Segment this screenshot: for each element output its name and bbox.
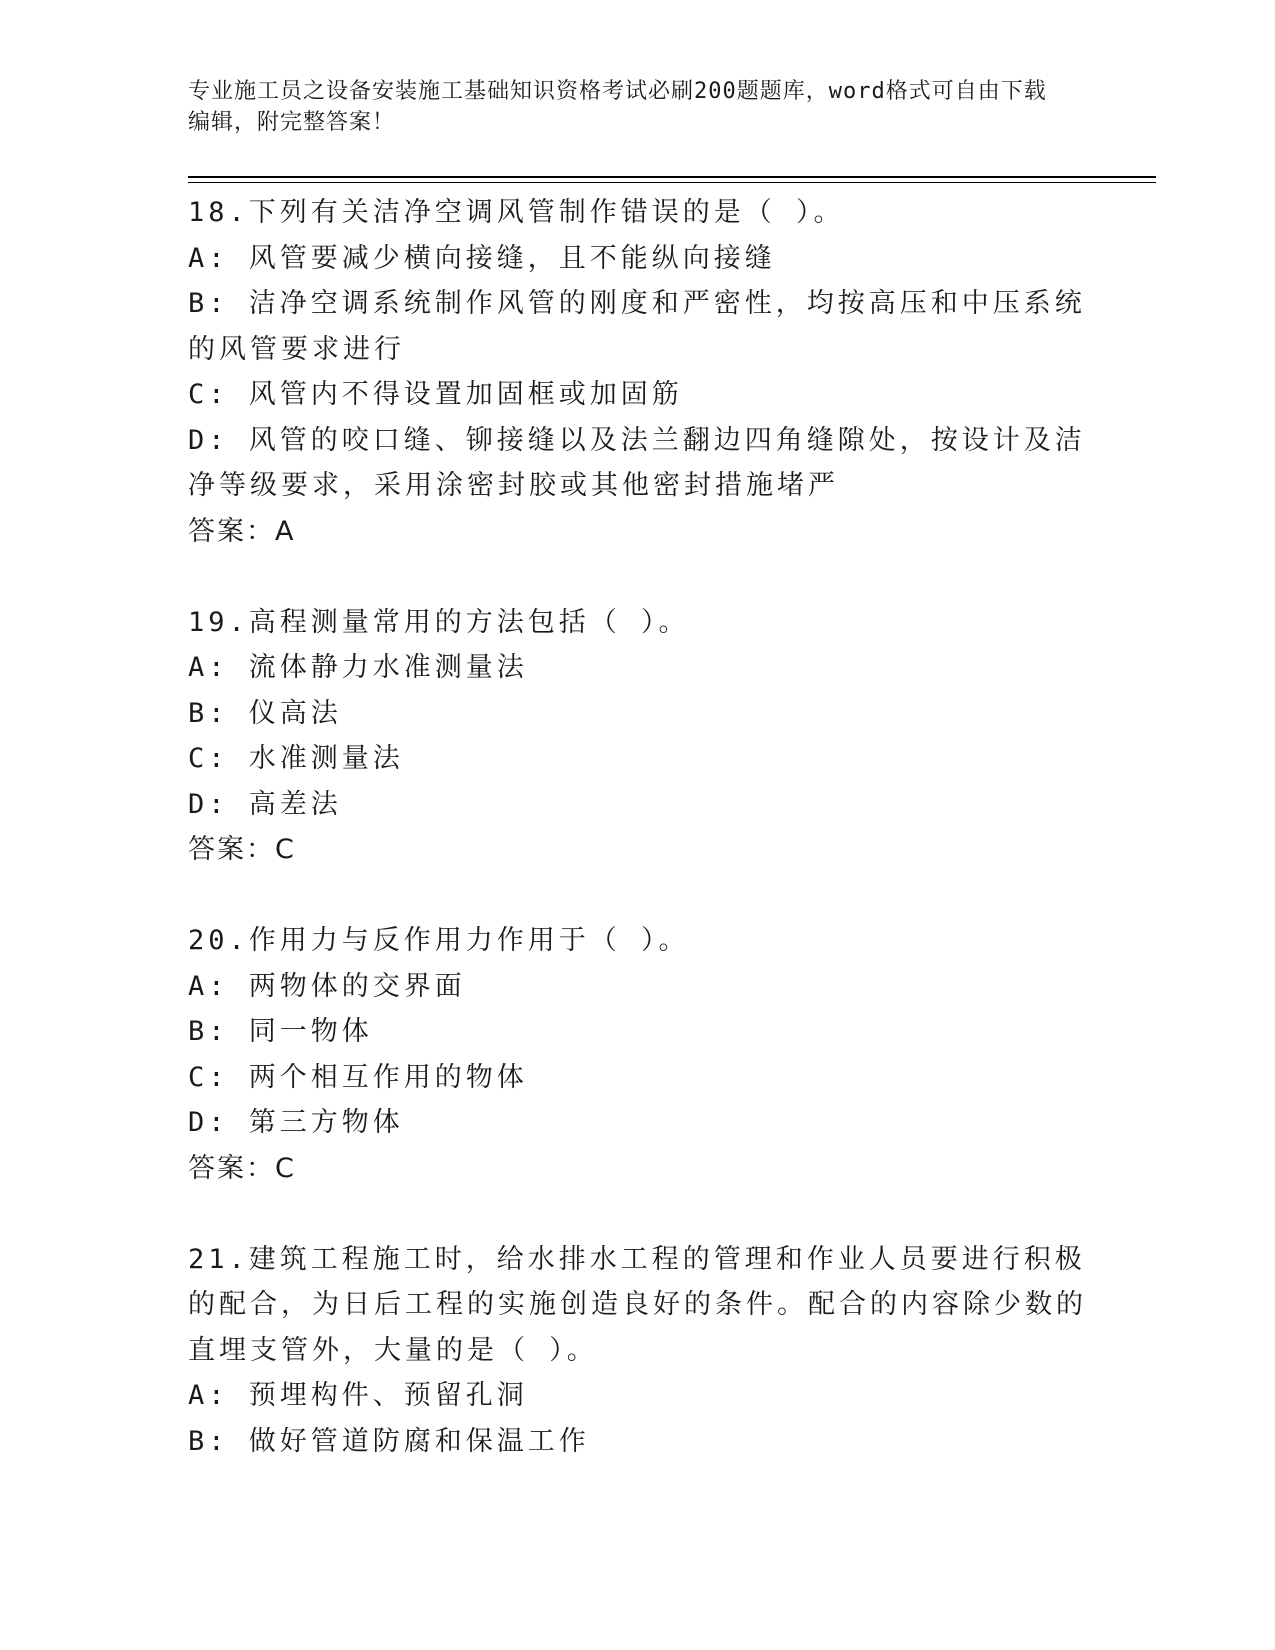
- question-19: [188, 600, 1088, 873]
- option-b: B: 洁净空调系统制作风管的刚度和严密性，均按高压和中压系统的风管要求进行: [188, 288, 1086, 365]
- question-stem: 19.高程测量常用的方法包括（ ）。: [188, 606, 690, 638]
- answer: 答案：C: [188, 1152, 296, 1184]
- question-stem: 21.建筑工程施工时，给水排水工程的管理和作业人员要进行积极的配合，为日后工程的实施创造良好的条件。配合的内容除少数的直埋支管外，大量的是（ ）。: [188, 1243, 1087, 1366]
- option-a: A: 风管要减少横向接缝，且不能纵向接缝: [188, 242, 776, 274]
- question-21: [188, 1237, 1088, 1465]
- question-18: [188, 190, 1088, 554]
- question-stem: 20.作用力与反作用力作用于（ ）。: [188, 925, 690, 956]
- option-b: B: 仪高法: [188, 697, 342, 729]
- option-a: A: 预埋构件、预留孔洞: [188, 1380, 528, 1411]
- answer: 答案：C: [188, 834, 296, 865]
- option-a: A: 流体静力水准测量法: [188, 652, 528, 683]
- option-c: C: 风管内不得设置加固框或加固筋: [188, 379, 683, 410]
- header-divider-thick: [188, 176, 1156, 178]
- question-20: [188, 918, 1088, 1191]
- option-d: D: 高差法: [188, 788, 342, 820]
- option-b: B: 同一物体: [188, 1016, 373, 1047]
- question-stem: 18.下列有关洁净空调风管制作错误的是（ ）。: [188, 197, 845, 228]
- option-b: B: 做好管道防腐和保温工作: [188, 1425, 590, 1457]
- option-c: C: 两个相互作用的物体: [188, 1061, 528, 1093]
- option-a: A: 两物体的交界面: [188, 970, 466, 1002]
- answer: 答案：A: [188, 515, 296, 547]
- option-d: D: 风管的咬口缝、铆接缝以及法兰翻边四角缝隙处，按设计及洁净等级要求，采用涂密封胶或其他密封措施堵严: [188, 424, 1086, 501]
- option-c: C: 水准测量法: [188, 743, 404, 774]
- header-divider-thin: [188, 182, 1156, 183]
- document-header: 专业施工员之设备安装施工基础知识资格考试必刷200题题库，word格式可自由下载编辑，附完整答案！: [188, 79, 1047, 135]
- question-list: [188, 190, 1088, 1510]
- option-d: D: 第三方物体: [188, 1107, 404, 1138]
